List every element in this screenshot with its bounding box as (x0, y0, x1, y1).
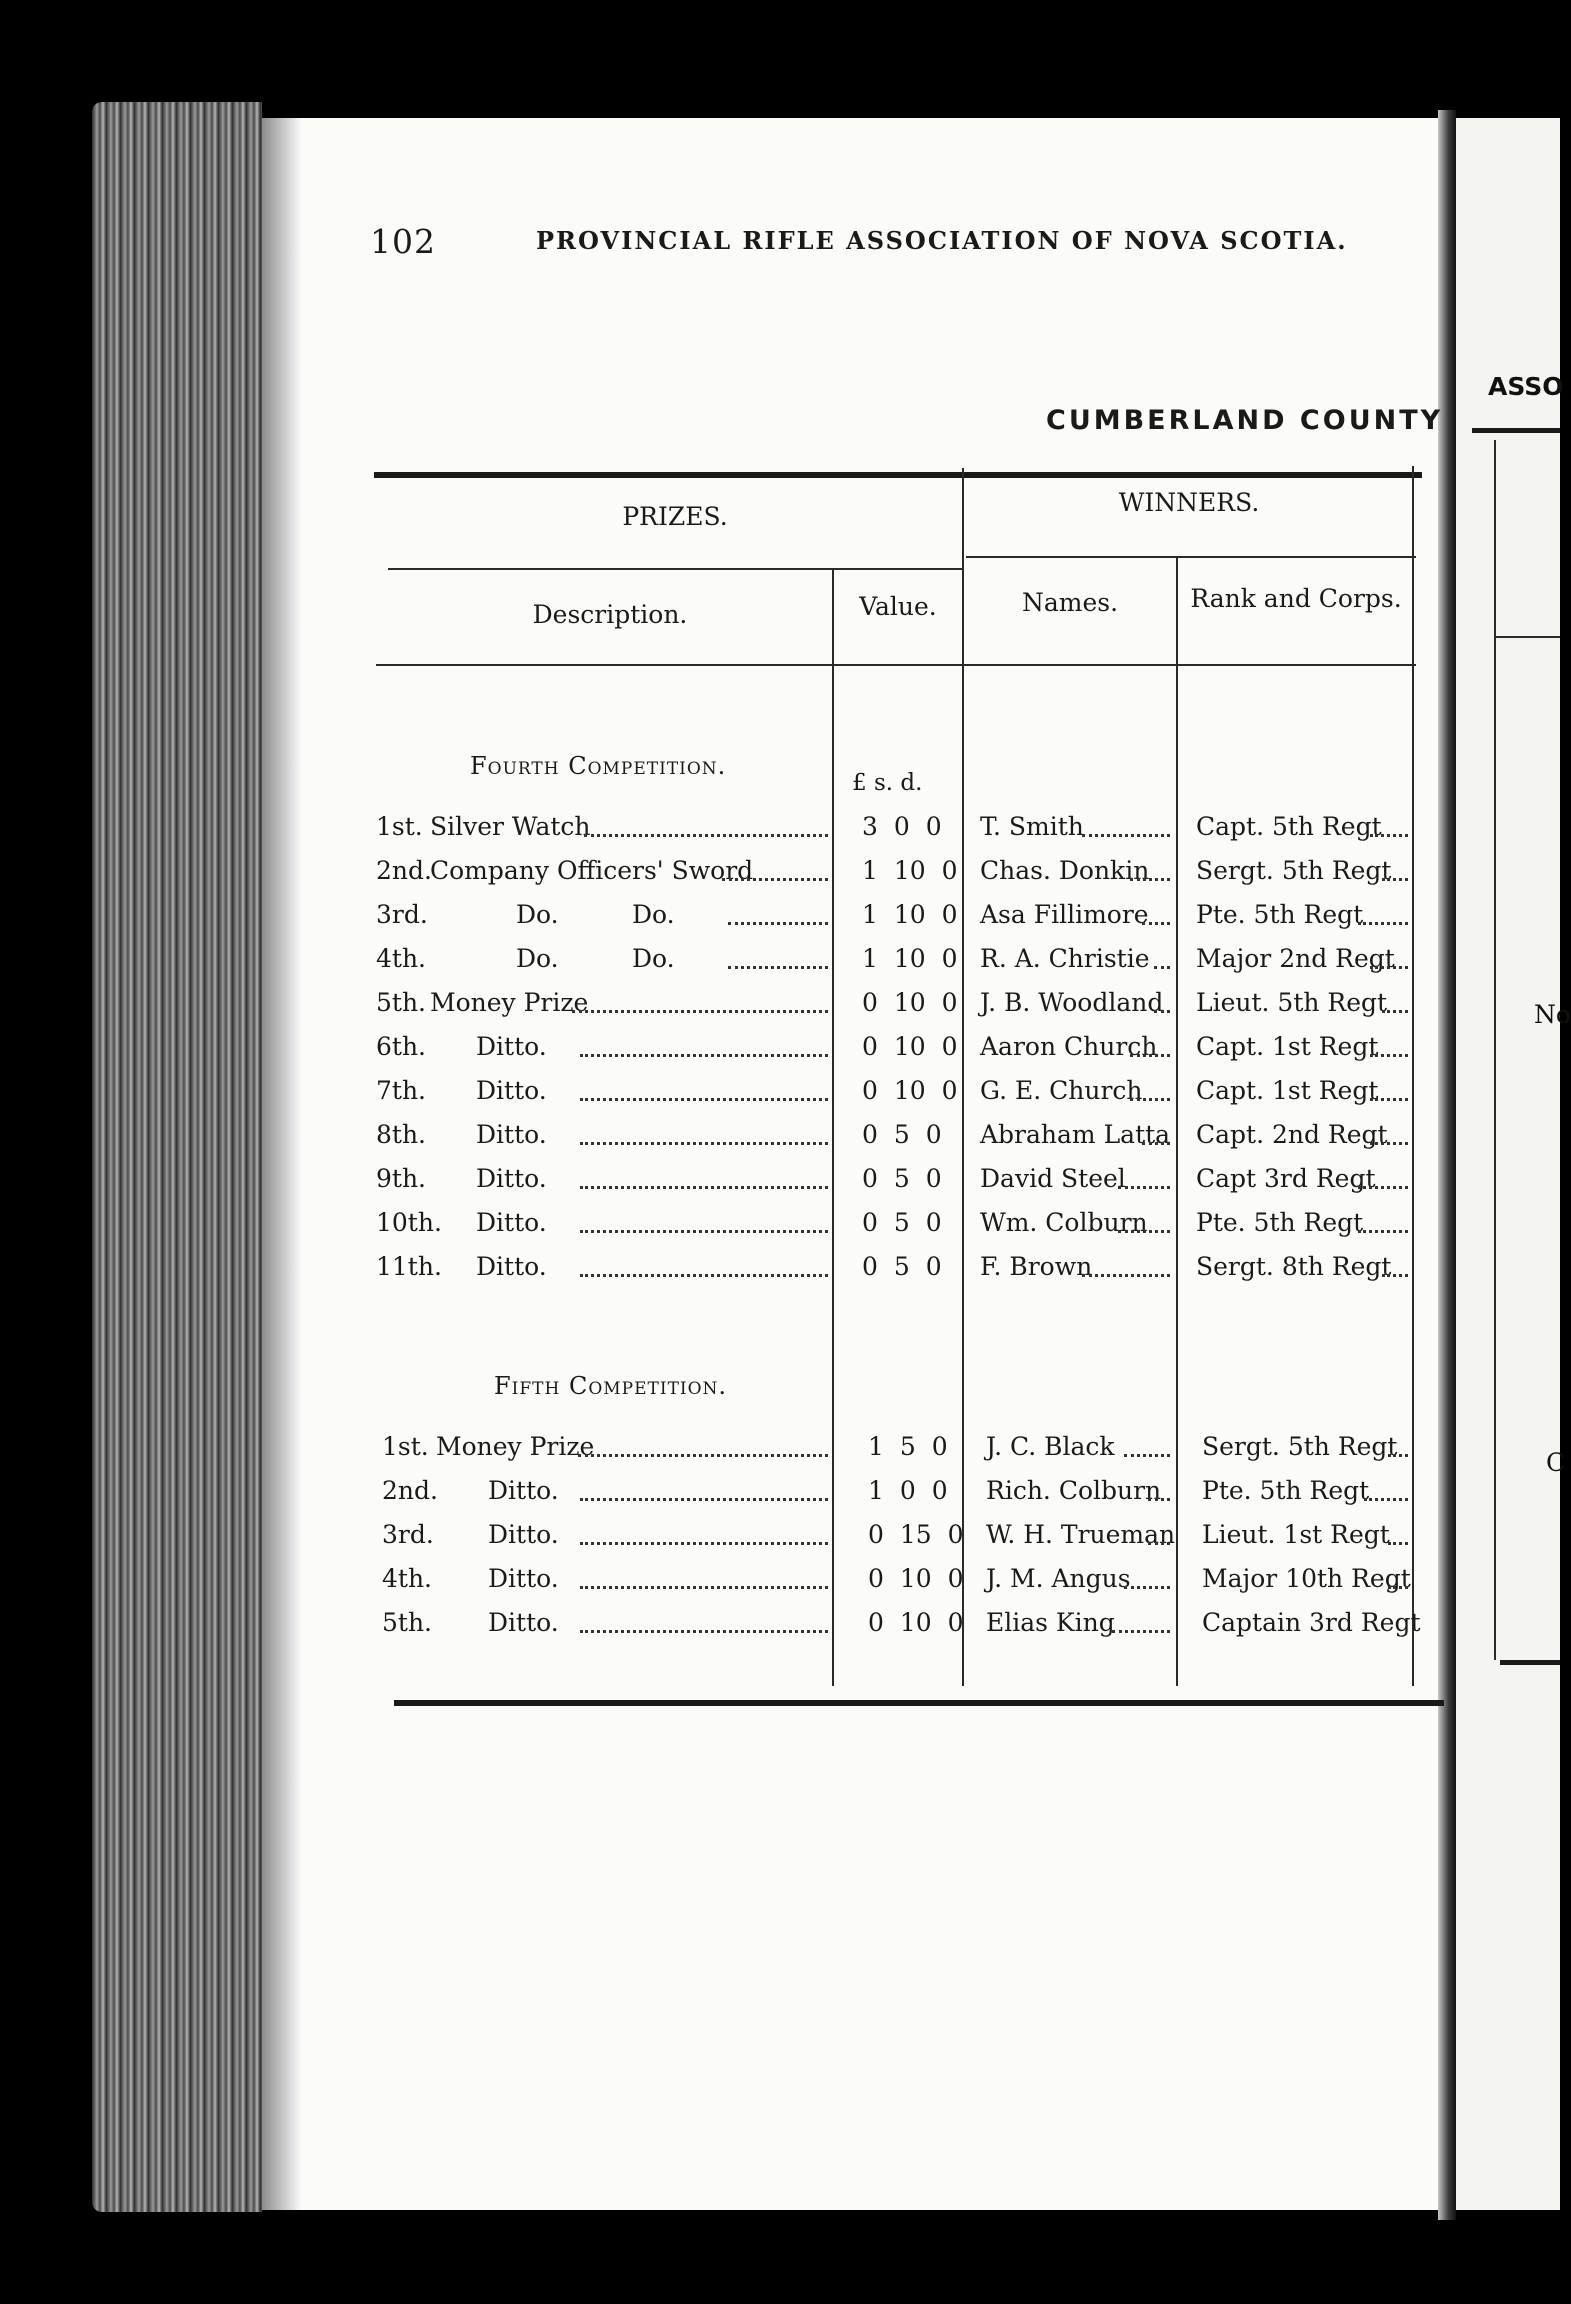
row-value: 1 10 0 (862, 944, 958, 973)
winners-subheader-rule (966, 556, 1416, 558)
currency-header: £ s. d. (852, 770, 923, 796)
row-description: Company Officers' Sword (430, 856, 754, 885)
row-rank: Major 10th Regt (1202, 1564, 1411, 1593)
row-description: Ditto. (476, 1120, 547, 1149)
column-header-rule (376, 664, 1416, 666)
row-name: R. A. Christie (980, 944, 1150, 973)
section-title: CUMBERLAND COUNTY (1046, 405, 1444, 436)
row-name: G. E. Church (980, 1076, 1143, 1105)
dot-leader (1082, 834, 1170, 837)
row-value: 0 5 0 (862, 1120, 942, 1149)
facing-page-rule (1472, 428, 1560, 433)
facing-page-text: No (1534, 1000, 1571, 1029)
row-description: Money Prize (436, 1432, 595, 1461)
row-description: Money Prize (430, 988, 589, 1017)
row-place: 3rd. (376, 900, 428, 929)
row-description: Do. (516, 900, 559, 929)
dot-leader (580, 1498, 828, 1501)
row-value: 3 0 0 (862, 812, 942, 841)
dot-leader (580, 1542, 828, 1545)
row-description: Silver Watch (430, 812, 591, 841)
row-name: W. H. Trueman (986, 1520, 1176, 1549)
dot-leader (1148, 1542, 1170, 1545)
row-description: Ditto. (488, 1476, 559, 1505)
dot-leader (578, 1454, 829, 1457)
page-shadow (262, 118, 302, 2210)
row-name: David Steel (980, 1164, 1126, 1193)
row-rank: Capt 3rd Regt (1196, 1164, 1376, 1193)
facing-page-column-line (1494, 440, 1496, 1660)
table-top-rule (374, 472, 1422, 478)
dot-leader (1370, 966, 1408, 969)
dot-leader (1130, 1054, 1170, 1057)
row-rank: Pte. 5th Regt (1202, 1476, 1370, 1505)
facing-page-bottom-rule (1500, 1660, 1560, 1665)
dot-leader (1142, 1142, 1170, 1145)
row-value: 0 5 0 (862, 1208, 942, 1237)
competition-title: Fifth Competition. (494, 1372, 728, 1400)
row-name: Asa Fillimore (980, 900, 1149, 929)
dot-leader (1358, 922, 1408, 925)
dot-leader (722, 878, 829, 881)
row-description: Ditto. (488, 1564, 559, 1593)
dot-leader (580, 1186, 828, 1189)
row-value: 0 5 0 (862, 1252, 942, 1281)
row-rank: Capt. 2nd Regt (1196, 1120, 1388, 1149)
dot-leader (1370, 834, 1408, 837)
row-value: 0 15 0 (868, 1520, 964, 1549)
row-description: Ditto. (476, 1252, 547, 1281)
row-description: Ditto. (476, 1032, 547, 1061)
row-place: 9th. (376, 1164, 426, 1193)
row-rank: Lieut. 5th Regt (1196, 988, 1388, 1017)
description-column-header: Description. (532, 600, 688, 629)
dot-leader (1082, 1274, 1170, 1277)
row-place: 4th. (376, 944, 426, 973)
row-rank: Capt. 5th Regt (1196, 812, 1382, 841)
row-name: J. B. Woodland (980, 988, 1164, 1017)
dot-leader (1382, 1274, 1408, 1277)
row-place: 2nd. (376, 856, 432, 885)
row-place: 10th. (376, 1208, 442, 1237)
row-value: 1 10 0 (862, 900, 958, 929)
row-value: 0 10 0 (862, 1032, 958, 1061)
dot-leader (580, 1230, 828, 1233)
dot-leader (1124, 1586, 1170, 1589)
dot-leader (1388, 1586, 1408, 1589)
row-value: 0 10 0 (868, 1608, 964, 1637)
dot-leader (728, 922, 828, 925)
row-description: Ditto. (476, 1164, 547, 1193)
dot-leader (1358, 1230, 1408, 1233)
row-value: 1 0 0 (868, 1476, 948, 1505)
row-rank: Capt. 1st Regt (1196, 1032, 1379, 1061)
names-column-header: Names. (1021, 588, 1119, 617)
row-description: Ditto. (476, 1208, 547, 1237)
value-column-header: Value. (859, 592, 937, 621)
dot-leader (1370, 1054, 1408, 1057)
row-description: Ditto. (488, 1520, 559, 1549)
table-bottom-rule (394, 1700, 1444, 1706)
row-name: F. Brown (980, 1252, 1093, 1281)
row-place: 11th. (376, 1252, 442, 1281)
row-place: 5th. (376, 988, 426, 1017)
row-name: Rich. Colburn (986, 1476, 1162, 1505)
row-rank: Major 2nd Regt (1196, 944, 1395, 973)
row-name: T. Smith (980, 812, 1084, 841)
dot-leader (1388, 1454, 1408, 1457)
row-place: 4th. (382, 1564, 432, 1593)
row-rank: Sergt. 8th Regt (1196, 1252, 1392, 1281)
row-value: 1 5 0 (868, 1432, 948, 1461)
row-rank: Capt. 1st Regt (1196, 1076, 1379, 1105)
dot-leader (1358, 1186, 1408, 1189)
row-value: 0 5 0 (862, 1164, 942, 1193)
row-value: 0 10 0 (862, 988, 958, 1017)
dot-leader (1142, 922, 1170, 925)
row-place: 1st. (382, 1432, 429, 1461)
row-rank: Lieut. 1st Regt (1202, 1520, 1390, 1549)
names-rank-divider (1176, 556, 1178, 1686)
dot-leader (580, 1142, 828, 1145)
row-name: J. C. Black (986, 1432, 1115, 1461)
row-name: Wm. Colburn (980, 1208, 1148, 1237)
row-value: 0 10 0 (868, 1564, 964, 1593)
dot-leader (1118, 1186, 1170, 1189)
dot-leader (580, 1630, 828, 1633)
winners-header: WINNERS. (1118, 488, 1260, 517)
row-description: Ditto. (488, 1608, 559, 1637)
row-rank: Pte. 5th Regt (1196, 900, 1364, 929)
dot-leader (1382, 1010, 1408, 1013)
competition-title: Fourth Competition. (470, 752, 727, 780)
page-number: 102 (370, 222, 436, 261)
row-place: 6th. (376, 1032, 426, 1061)
dot-leader (1112, 1630, 1170, 1633)
dot-leader (1130, 1098, 1170, 1101)
row-rank: Sergt. 5th Regt (1202, 1432, 1398, 1461)
row-place: 5th. (382, 1608, 432, 1637)
row-place: 1st. (376, 812, 423, 841)
dot-leader (728, 966, 828, 969)
row-place: 3rd. (382, 1520, 434, 1549)
table-right-border (1412, 466, 1414, 1686)
row-description: Do. (516, 944, 559, 973)
dot-leader (1154, 1010, 1170, 1013)
dot-leader (1382, 878, 1408, 881)
dot-leader (1370, 1098, 1408, 1101)
dot-leader (580, 1098, 828, 1101)
dot-leader (1388, 1542, 1408, 1545)
row-name: Chas. Donkin (980, 856, 1150, 885)
prizes-winners-divider (962, 468, 964, 1686)
dot-leader (1130, 878, 1170, 881)
row-place: 2nd. (382, 1476, 438, 1505)
dot-leader (572, 1010, 829, 1013)
prizes-header: PRIZES. (622, 502, 728, 531)
dot-leader (584, 834, 828, 837)
row-name: J. M. Angus (986, 1564, 1131, 1593)
dot-leader (1148, 1498, 1170, 1501)
dot-leader (1370, 1142, 1408, 1145)
dot-leader (580, 1274, 828, 1277)
row-value: 1 10 0 (862, 856, 958, 885)
dot-leader (1154, 966, 1170, 969)
row-rank: Pte. 5th Regt (1196, 1208, 1364, 1237)
row-rank: Sergt. 5th Regt (1196, 856, 1392, 885)
book-page-edges (92, 102, 262, 2212)
dot-leader (1124, 1454, 1170, 1457)
row-name: Elias King (986, 1608, 1115, 1637)
row-description: Ditto. (476, 1076, 547, 1105)
description-value-divider (832, 568, 834, 1686)
dot-leader (580, 1586, 828, 1589)
row-place: 8th. (376, 1120, 426, 1149)
dot-leader (1364, 1498, 1408, 1501)
row-description-ditto: Do. (632, 900, 675, 929)
row-place: 7th. (376, 1076, 426, 1105)
facing-page-header-rule (1494, 636, 1560, 638)
row-name: Abraham Latta (980, 1120, 1171, 1149)
row-description-ditto: Do. (632, 944, 675, 973)
row-name: Aaron Church (980, 1032, 1158, 1061)
facing-page-heading: ASSO (1488, 372, 1564, 401)
dot-leader (1118, 1230, 1170, 1233)
rank-column-header: Rank and Corps. (1190, 584, 1402, 613)
facing-page-text: C (1546, 1448, 1566, 1477)
row-rank: Captain 3rd Regt (1202, 1608, 1421, 1637)
row-value: 0 10 0 (862, 1076, 958, 1105)
dot-leader (580, 1054, 828, 1057)
running-title: PROVINCIAL RIFLE ASSOCIATION OF NOVA SCOTIA. (536, 226, 1348, 255)
prizes-subheader-rule (388, 568, 962, 570)
